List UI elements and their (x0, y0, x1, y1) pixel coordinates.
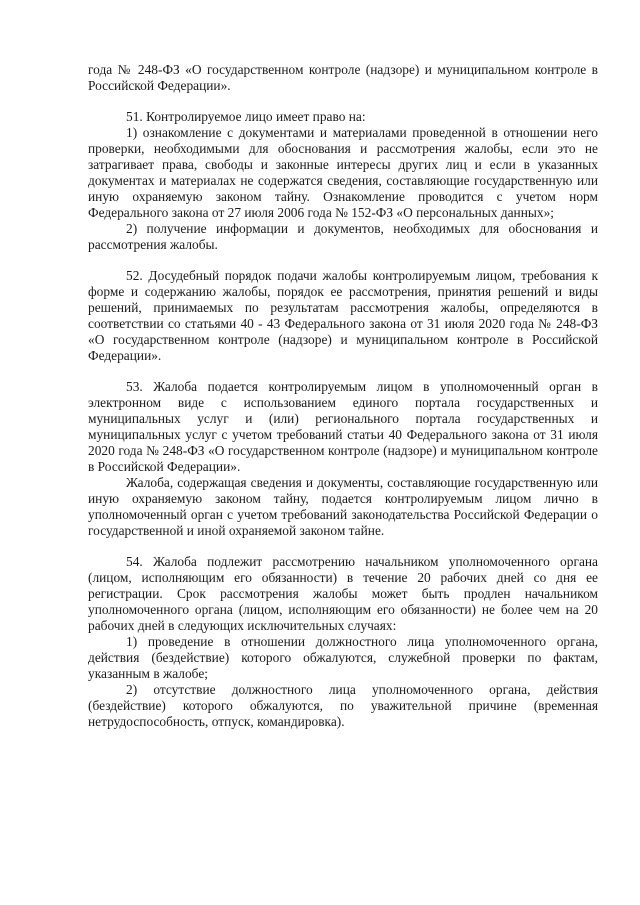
paragraph-gap (88, 253, 598, 268)
paragraph-gap (88, 94, 598, 109)
paragraph-51-item-2: 2) получение информации и документов, необходимых для обоснования и рассмотрения жалобы. (88, 221, 598, 252)
paragraph-law-reference: года № 248-ФЗ «О государственном контроле (надзоре) и муниципальном контроле в Российской Федерации». (88, 62, 598, 93)
paragraph-53-secret-complaint: Жалоба, содержащая сведения и документы, составляющие государственную или иную охраняемую законом тайну, подается контролируемым лицом лично в уполномоченный орган с учетом требований законодательства Российской Федерации о государственной и иной охраняемой законом тайне. (88, 475, 598, 538)
paragraph-53: 53. Жалоба подается контролируемым лицом в уполномоченный орган в электронном виде с использованием единого портала государственных и муниципальных услуг и (или) регионального портала государственных и муниципальных услуг с учетом требований статьи 40 Федерального закона от 31 июля 2020 года № 248-ФЗ «О государственном контроле (надзоре) и муниципальном контроле в Российской Федерации». (88, 379, 598, 474)
paragraph-54-item-1: 1) проведение в отношении должностного лица уполномоченного органа, действия (бездействие) которого обжалуются, служебной проверки по фактам, указанным в жалобе; (88, 634, 598, 681)
paragraph-gap (88, 539, 598, 554)
paragraph-51-item-1: 1) ознакомление с документами и материалами проведенной в отношении него проверки, необходимыми для обоснования и рассмотрения жалобы, если это не затрагивает права, свободы и законные интересы других лиц и если в указанных документах и материалах не содержатся сведения, составляющие государственную или иную охраняемую законом тайну. Ознакомление проводится с учетом норм Федерального закона от 27 июля 2006 года № 152-ФЗ «О персональных данных»; (88, 125, 598, 220)
paragraph-54-item-2: 2) отсутствие должностного лица уполномоченного органа, действия (бездействие) которого обжалуются, по уважительной причине (временная нетрудоспособность, отпуск, командировка). (88, 682, 598, 729)
document-body (88, 62, 598, 730)
paragraph-54: 54. Жалоба подлежит рассмотрению начальником уполномоченного органа (лицом, исполняющим его обязанности) в течение 20 рабочих дней со дня ее регистрации. Срок рассмотрения жалобы может быть продлен начальником уполномоченного органа (лицом, исполняющим его обязанности) не более чем на 20 рабочих дней в следующих исключительных случаях: (88, 554, 598, 633)
paragraph-52: 52. Досудебный порядок подачи жалобы контролируемым лицом, требования к форме и содержанию жалобы, порядок ее рассмотрения, принятия решений и виды решений, принимаемых по результатам рассмотрения жалобы, определяются в соответствии со статьями 40 - 43 Федерального закона от 31 июля 2020 года № 248-ФЗ «О государственном контроле (надзоре) и муниципальном контроле в Российской Федерации». (88, 268, 598, 363)
paragraph-51: 51. Контролируемое лицо имеет право на: (126, 109, 366, 124)
paragraph-gap (88, 364, 598, 379)
